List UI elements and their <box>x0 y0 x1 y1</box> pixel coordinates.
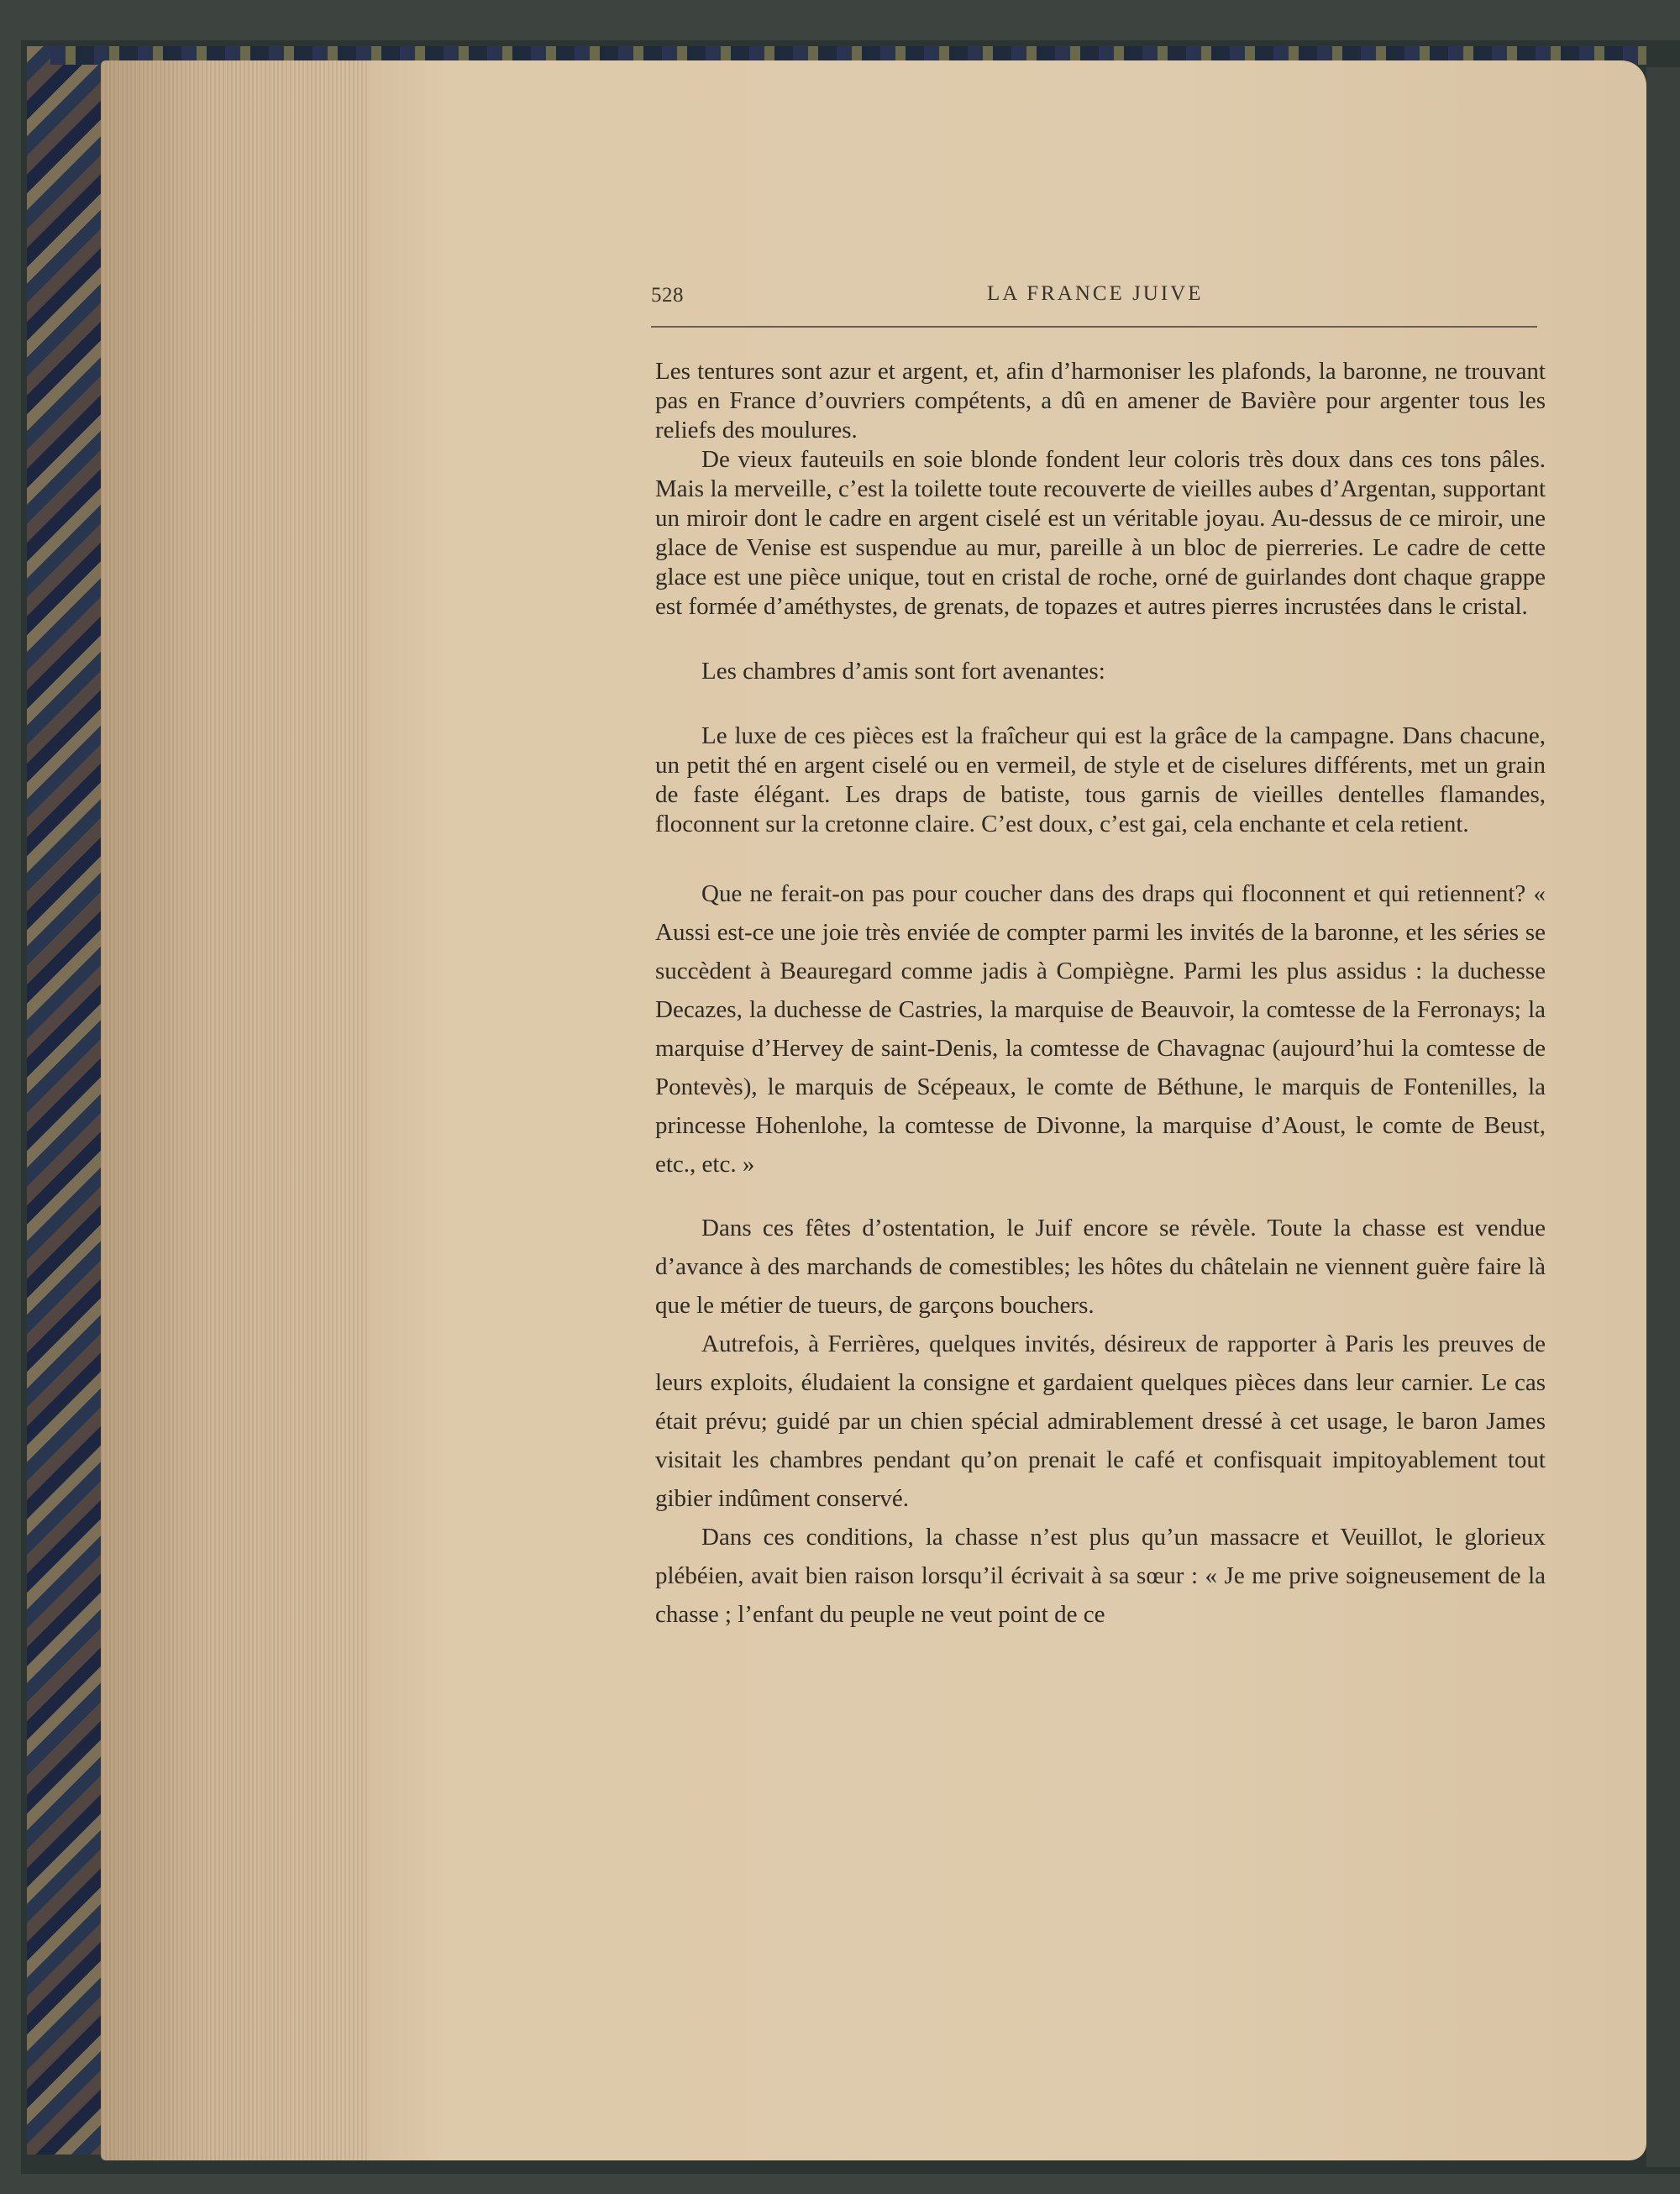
paragraph: Autrefois, à Ferrières, quelques invités, désireux de rapporter à Paris les preuves de leurs exploits, éludaient la consigne et gardaient quelques pièces dans leur carnier. Le cas était prévu; guidé par un chien spécial admirablement dressé à cet usage, le baron James visitait les chambres pendant qu’on prenait le café et confisquait impitoyablement tout gibier indûment conservé. <box>655 1331 1546 1512</box>
page-number: 528 <box>651 284 684 307</box>
page-header <box>651 284 1541 318</box>
paragraph: De vieux fauteuils en soie blonde fondent leur coloris très doux dans ces tons pâles. Mais la merveille, c’est la toilette toute recouverte de vieilles aubes d’Argentan, supportant un miroir dont le cadre en argent ciselé est un véritable joyau. Au-dessus de ce miroir, une glace de Venise est suspendue au mur, pareille à un bloc de pierreries. Le cadre de cette glace est une pièce unique, tout en cristal de roche, orné de guirlandes dont chaque grappe est formée d’améthystes, de grenats, de topazes et autres pierres incrustées dans le cristal. <box>655 446 1546 620</box>
running-title: LA FRANCE JUIVE <box>987 282 1204 305</box>
header-rule <box>651 326 1537 328</box>
paragraph: Les chambres d’amis sont fort avenantes: <box>701 658 1105 685</box>
paragraph: Dans ces fêtes d’ostentation, le Juif encore se révèle. Toute la chasse est vendue d’avance à des marchands de comestibles; les hôtes du châtelain ne viennent guère faire là que le métier de tueurs, de garçons bouchers. <box>655 1215 1546 1319</box>
page-stack-edge <box>101 60 386 2160</box>
paragraph: Le luxe de ces pièces est la fraîcheur qui est la grâce de la campagne. Dans chacune, un petit thé en argent ciselé ou en vermeil, de style et de ciselures différents, met un grain de faste élégant. Les draps de batiste, tous garnis de vieilles dentelles flamandes, floconnent sur la cretonne claire. C’est doux, c’est gai, cela enchante et cela retient. <box>655 722 1546 837</box>
paragraph: Les tentures sont azur et argent, et, afin d’harmoniser les plafonds, la baronne, ne trouvant pas en France d’ouvriers compétents, a dû en amener de Bavière pour argenter tous les reliefs des moulures. <box>655 358 1546 444</box>
paragraph: Dans ces conditions, la chasse n’est plus qu’un massacre et Veuillot, le glorieux plébéien, avait bien raison lorsqu’il écrivait à sa sœur : « Je me prive soigneusement de la chasse ; l’enfant du peuple ne veut point de ce <box>655 1524 1546 1628</box>
page-body <box>655 357 1546 1634</box>
right-cover-strip <box>1646 67 1680 2167</box>
paragraph: Que ne ferait-on pas pour coucher dans des draps qui floconnent et qui retiennent? « Aussi est-ce une joie très enviée de compter parmi les invités de la baronne, et les séries se succèdent à Beauregard comme jadis à Compiègne. Parmi les plus assidus : la duchesse Decazes, la duchesse de Castries, la marquise de Beauvoir, la comtesse de la Ferronays; la marquise d’Hervey de saint-Denis, la comtesse de Chavagnac (aujourd’hui la comtesse de Pontevès), le marquis de Scépeaux, le comte de Béthune, le marquis de Fontenilles, la princesse Hohenlohe, la comtesse de Divonne, la marquise d’Aoust, le comte de Beust, etc., etc. » <box>655 880 1546 1178</box>
